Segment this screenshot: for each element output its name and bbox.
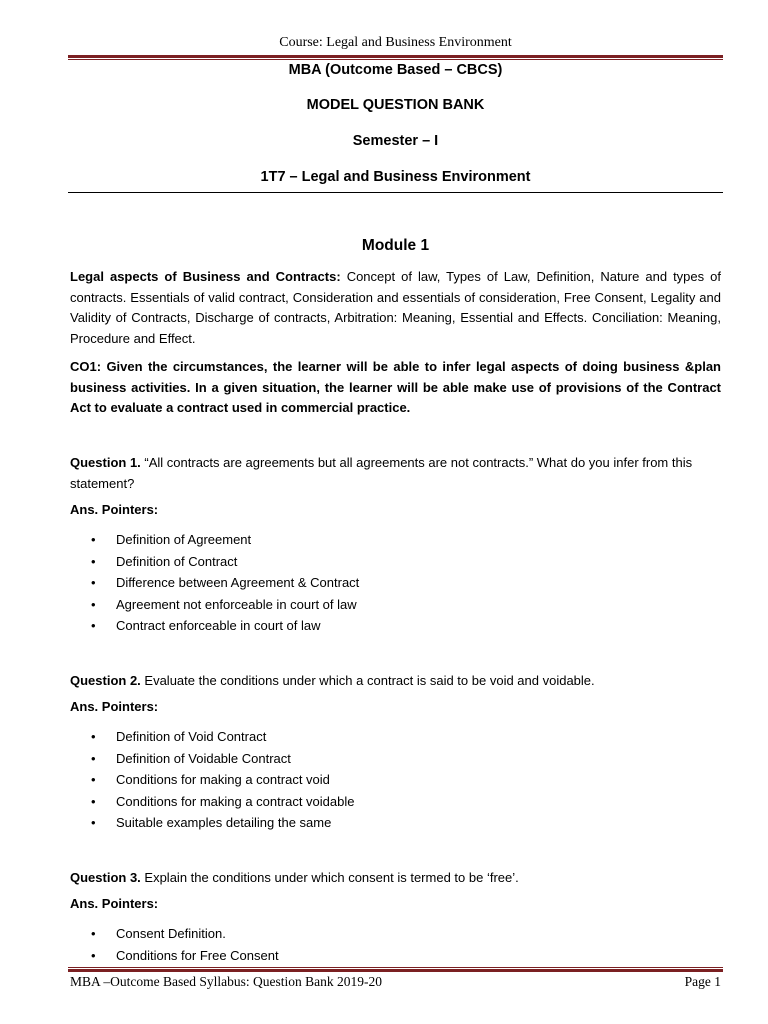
- syllabus-label: Legal aspects of Business and Contracts:: [70, 269, 341, 284]
- list-item: [70, 812, 354, 834]
- pointer-list-3: [70, 923, 279, 966]
- module-heading: Module 1: [361, 237, 430, 254]
- list-item: [70, 923, 279, 945]
- answer-pointers-label-2: Ans. Pointers:: [70, 699, 159, 714]
- question-3: [70, 868, 721, 889]
- answer-pointers-label-3: Ans. Pointers:: [70, 896, 159, 911]
- title-divider: [68, 192, 723, 193]
- question-1-text: “All contracts are agreements but all agreements are not contracts.” What do you infer from this statement?: [70, 455, 693, 491]
- bullet-icon: •: [91, 772, 96, 787]
- pointer-text: Difference between Agreement & Contract: [116, 575, 360, 590]
- question-1-label: Question 1.: [70, 455, 141, 470]
- footer-rule-thin: [68, 967, 723, 968]
- bullet-icon: •: [91, 793, 96, 809]
- question-1: [70, 453, 721, 494]
- pointer-text: Conditions for making a contract voidable: [116, 793, 355, 809]
- list-item: [70, 791, 354, 813]
- pointer-text: Suitable examples detailing the same: [116, 815, 332, 830]
- footer-left: MBA –Outcome Based Syllabus: Question Bank 2019-20: [70, 974, 382, 989]
- list-item: [70, 945, 279, 967]
- list-item: [70, 615, 359, 637]
- header-rule-thin: [68, 59, 723, 60]
- bullet-icon: •: [91, 729, 96, 744]
- footer-rule-thick: [68, 969, 723, 972]
- question-2-text: Evaluate the conditions under which a contract is said to be void and voidable.: [140, 673, 595, 688]
- semester-title: Semester – I: [352, 133, 439, 149]
- bullet-icon: •: [91, 750, 96, 766]
- syllabus-text: Concept of law, Types of Law, Definition, Nature and types of contracts. Essentials of valid contract, Consideration and essentials of consideration, Free Consent, Legality and Validity of Contracts, Discharge of contracts, Arbitration: Meaning, Essential and Effects. Conciliation: Meaning, Procedure and Effect.: [70, 269, 722, 346]
- list-item: [70, 769, 354, 791]
- question-3-text: Explain the conditions under which consent is termed to be ‘free’.: [140, 870, 519, 885]
- pointer-list-1: [70, 529, 359, 637]
- question-bank-title: MODEL QUESTION BANK: [306, 97, 485, 113]
- pointer-text: Consent Definition.: [116, 926, 226, 941]
- bullet-icon: •: [91, 553, 96, 569]
- page-number: Page 1: [684, 974, 721, 989]
- bullet-icon: •: [91, 575, 96, 590]
- list-item: [70, 748, 354, 770]
- question-2: [70, 671, 721, 692]
- pointer-text: Definition of Voidable Contract: [116, 750, 291, 766]
- bullet-icon: •: [91, 947, 96, 963]
- pointer-text: Conditions for Free Consent: [116, 947, 279, 963]
- question-2-label: Question 2.: [70, 673, 141, 688]
- list-item: [70, 594, 359, 616]
- pointer-text: Definition of Agreement: [116, 532, 252, 547]
- list-item: [70, 529, 359, 551]
- header-rule-thick: [68, 55, 723, 58]
- bullet-icon: •: [91, 532, 96, 547]
- list-item: [70, 572, 359, 594]
- pointer-list-2: [70, 726, 354, 834]
- list-item: [70, 551, 359, 573]
- course-outcome: CO1: Given the circumstances, the learner will be able to infer legal aspects of doing business &plan business activities. In a given situation, the learner will be able make use of provisions of the Contract Act to evaluate a contract used in commercial practice.: [70, 359, 721, 415]
- question-3-label: Question 3.: [70, 870, 141, 885]
- bullet-icon: •: [91, 815, 96, 830]
- list-item: [70, 726, 354, 748]
- running-header: Course: Legal and Business Environment: [279, 35, 512, 50]
- pointer-text: Contract enforceable in court of law: [116, 618, 321, 633]
- pointer-text: Agreement not enforceable in court of law: [116, 596, 357, 612]
- program-title: MBA (Outcome Based – CBCS): [288, 62, 503, 78]
- pointer-text: Definition of Void Contract: [116, 729, 267, 744]
- module-syllabus: [70, 267, 721, 349]
- bullet-icon: •: [91, 618, 96, 633]
- bullet-icon: •: [91, 596, 96, 612]
- bullet-icon: •: [91, 926, 96, 941]
- pointer-text: Conditions for making a contract void: [116, 772, 330, 787]
- subject-title: 1T7 – Legal and Business Environment: [260, 169, 531, 185]
- answer-pointers-label-1: Ans. Pointers:: [70, 502, 159, 517]
- pointer-text: Definition of Contract: [116, 553, 238, 569]
